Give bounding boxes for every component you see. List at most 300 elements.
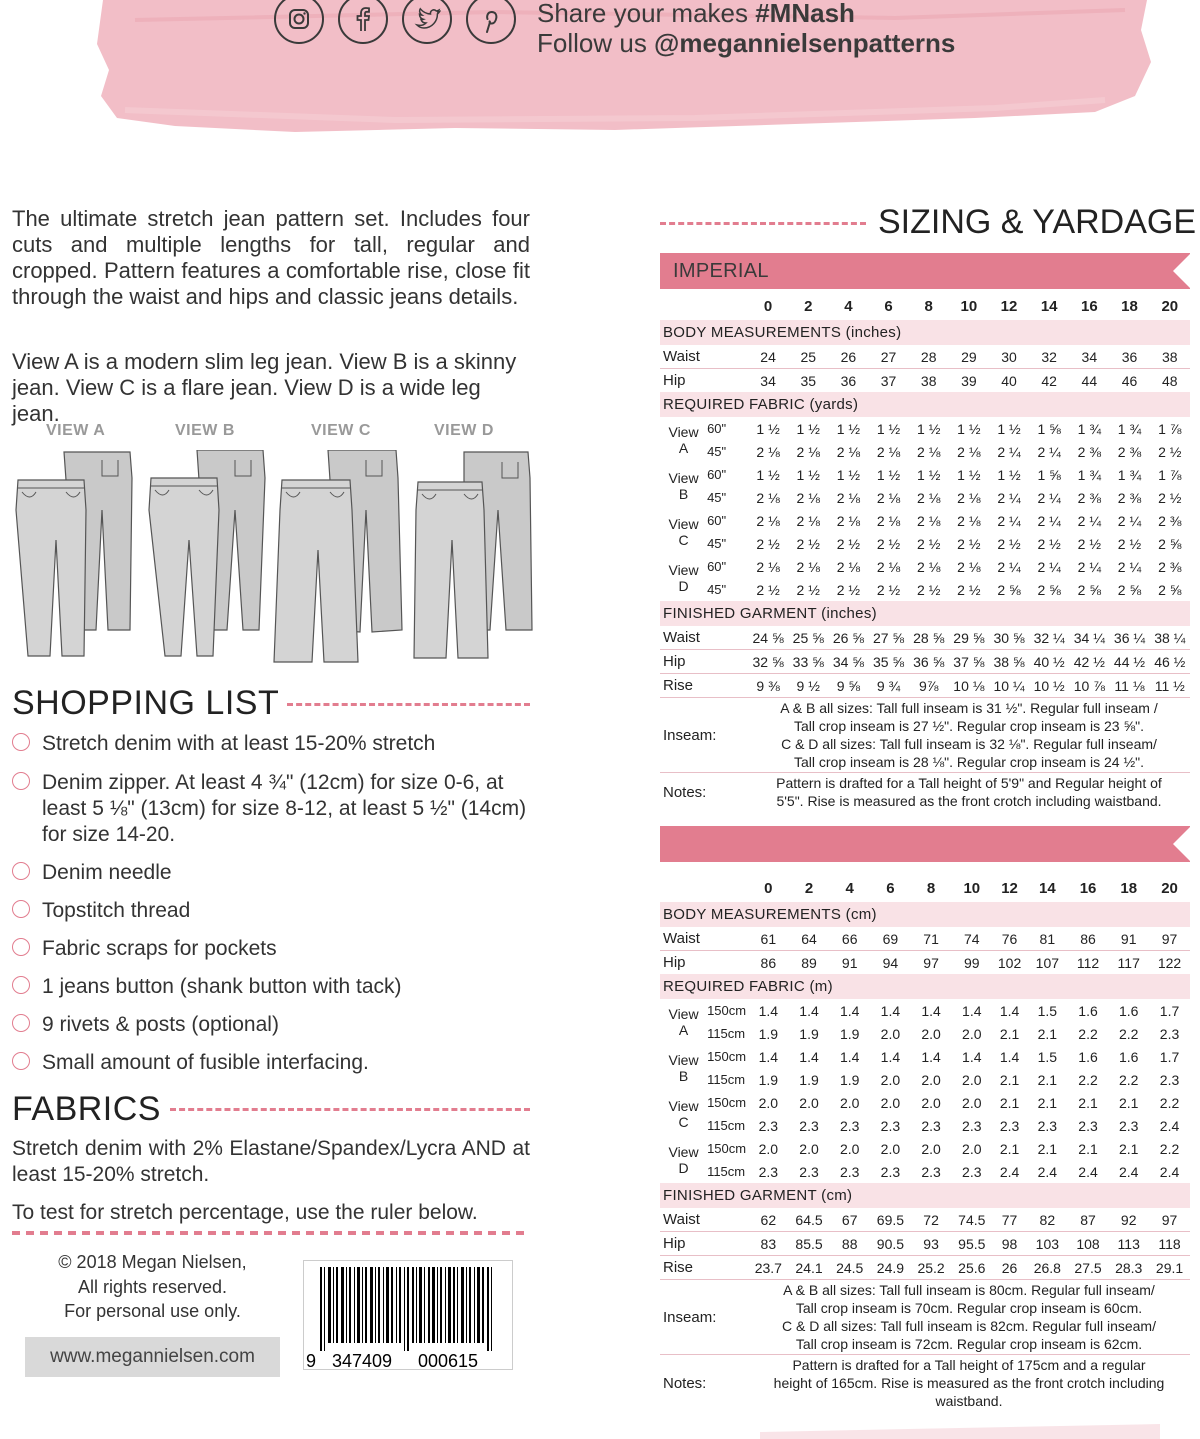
size-header: 12 (1001, 879, 1018, 897)
fabric-row-a-narrow: 115cm 1.9 1.9 1.9 2.0 2.0 2.0 2.1 2.1 2.2 2.2 2.3 (660, 1022, 1190, 1045)
shopping-item: Small amount of fusible interfacing. (12, 1050, 532, 1076)
size-header: 8 (924, 297, 933, 315)
table-cell: 89 (789, 951, 830, 975)
table-cell: 74.5 (958, 1211, 986, 1228)
shopping-title-divider (287, 703, 530, 706)
imperial-sizing-table (660, 292, 1190, 811)
table-cell: 90.5 (870, 1232, 911, 1256)
table-cell: 2.2 (1078, 1025, 1098, 1042)
table-cell: 46 (1109, 369, 1149, 393)
table-cell: 9 ¾ (868, 674, 908, 698)
size-header: 10 (963, 879, 981, 897)
table-cell: 2.0 (921, 1094, 941, 1111)
table-cell: 2 ⅛ (957, 558, 981, 575)
table-cell: 1.4 (999, 1002, 1020, 1019)
table-cell: 28.3 (1108, 1256, 1149, 1280)
table-cell: 2 ¼ (997, 512, 1021, 529)
finished-hip-row: Hip 32 ⅝ 33 ⅝ 34 ⅝ 35 ⅝ 36 ⅝ 37 ⅝ 38 ⅝ 40 ½ 42 ½ 44 ½ 46 ½ (660, 650, 1190, 674)
table-cell: 1.6 (1118, 1048, 1139, 1065)
table-cell: 2.3 (758, 1163, 779, 1180)
table-cell: 2 ½ (836, 581, 861, 598)
table-cell: 2.0 (921, 1025, 941, 1042)
stretch-ruler (12, 1231, 530, 1235)
table-cell: 42 (1029, 369, 1069, 393)
table-cell: 1.4 (880, 1002, 901, 1019)
table-cell: 2 ½ (876, 535, 901, 552)
table-cell: 94 (870, 951, 911, 975)
table-cell: 2.1 (1118, 1140, 1139, 1157)
table-cell: 97 (911, 951, 952, 975)
table-cell: 9⅞ (909, 674, 949, 698)
table-cell: 2.3 (921, 1163, 941, 1180)
fabric-row-b-narrow: 115cm 1.9 1.9 1.9 2.0 2.0 2.0 2.1 2.1 2.2 2.2 2.3 (660, 1068, 1190, 1091)
table-cell: 112 (1068, 951, 1109, 975)
view-b-label: VIEW B (175, 422, 235, 439)
table-cell: 2 ¼ (1117, 558, 1142, 575)
table-cell: 2.1 (1037, 1140, 1058, 1157)
table-cell: 1 ¾ (1077, 420, 1101, 437)
fabric-row-d: View D 60" 2 ⅛ 2 ⅛ 2 ⅛ 2 ⅛ 2 ⅛ 2 ⅛ 2 ¼ 2 ¼ 2 ¼ 2 ¼ 2 ⅜ (660, 555, 1190, 578)
table-cell: 2.1 (999, 1025, 1020, 1042)
table-cell: 1 ½ (796, 420, 820, 437)
table-cell: 2 ⅛ (876, 489, 901, 506)
fabric-row-a: View A 150cm 1.4 1.4 1.4 1.4 1.4 1.4 1.4 1.5 1.6 1.6 1.7 (660, 999, 1190, 1022)
table-cell: 95.5 (951, 1232, 992, 1256)
checkbox-circle-icon[interactable] (12, 976, 30, 994)
finished-rise-row: Rise 9 ⅜ 9 ½ 9 ⅝ 9 ¾ 9⅞ 10 ⅛ 10 ¼ 10 ½ 10 ⅞ 11 ⅛ 11 ½ (660, 674, 1190, 698)
table-cell: 27.5 (1068, 1256, 1109, 1280)
table-cell: 2 ½ (796, 581, 820, 598)
table-cell: 1 ⅞ (1158, 420, 1182, 437)
table-cell: 2 ½ (917, 581, 941, 598)
size-header: 18 (1120, 879, 1138, 897)
table-cell: 1 ¾ (1117, 466, 1142, 483)
table-cell: 82 (1039, 1211, 1056, 1228)
table-cell: 2 ¼ (1037, 443, 1061, 460)
table-cell: 1.4 (839, 1002, 860, 1019)
table-cell: 24 (760, 348, 776, 365)
table-cell: 30 ⅝ (993, 629, 1025, 646)
size-header: 14 (1039, 879, 1056, 897)
body-waist-row: Waist 61 64 66 69 71 74 76 81 86 91 97 (660, 927, 1190, 951)
table-cell: 25 ⅝ (792, 629, 824, 646)
table-cell: 34 ¼ (1073, 629, 1105, 646)
size-header: 16 (1079, 879, 1097, 897)
table-cell: 64 (801, 930, 817, 947)
finished-rise-row: Rise 23.7 24.1 24.5 24.9 25.2 25.6 26 26.8 27.5 28.3 29.1 (660, 1256, 1190, 1280)
table-cell: 2.0 (921, 1140, 941, 1157)
table-cell: 2 ⅜ (1077, 489, 1101, 506)
table-cell: 2 ⅜ (1117, 489, 1142, 506)
table-cell: 46 ½ (1150, 650, 1190, 674)
table-cell: 2 ½ (1117, 535, 1142, 552)
table-cell: 2.3 (1078, 1117, 1098, 1134)
table-cell: 30 (1001, 348, 1017, 365)
finished-garment-header: FINISHED GARMENT (inches) (660, 601, 1190, 626)
table-cell: 40 (989, 369, 1029, 393)
table-cell: 2.0 (962, 1071, 982, 1088)
table-cell: 2 ⅜ (1117, 443, 1142, 460)
table-cell: 98 (992, 1232, 1027, 1256)
table-cell: 44 (1069, 369, 1109, 393)
table-cell: 2.1 (1037, 1025, 1058, 1042)
table-cell: 1.5 (1037, 1048, 1058, 1065)
metric-sizing-table (660, 874, 1190, 1411)
table-cell: 26 ⅝ (832, 629, 864, 646)
checkbox-circle-icon[interactable] (12, 1052, 30, 1070)
table-cell: 10 ⅞ (1069, 674, 1109, 698)
table-cell: 97 (1161, 1211, 1178, 1228)
table-cell: 2.1 (1118, 1094, 1139, 1111)
table-cell: 1.4 (880, 1048, 901, 1065)
body-hip-row: Hip 34 35 36 37 38 39 40 42 44 46 48 (660, 369, 1190, 393)
table-cell: 48 (1150, 369, 1190, 393)
table-cell: 38 ¼ (1154, 629, 1186, 646)
table-cell: 9 ⅜ (748, 674, 788, 698)
table-cell: 2.3 (758, 1117, 779, 1134)
imperial-label: IMPERIAL (673, 260, 769, 282)
table-cell: 36 (1121, 348, 1138, 365)
size-header: 6 (884, 297, 893, 315)
table-cell: 34 (748, 369, 788, 393)
table-cell: 2 ⅛ (756, 443, 780, 460)
table-cell: 2.0 (921, 1071, 941, 1088)
table-cell: 2.1 (1037, 1071, 1058, 1088)
table-cell: 1 ½ (756, 466, 780, 483)
table-cell: 2.0 (880, 1071, 901, 1088)
table-cell: 2 ⅛ (796, 489, 820, 506)
finished-hip-row: Hip 83 85.5 88 90.5 93 95.5 98 103 108 113 118 (660, 1232, 1190, 1256)
required-fabric-header: REQUIRED FABRIC (yards) (660, 392, 1190, 417)
notes-row: Notes: Pattern is drafted for a Tall height of 175cm and a regular height of 165cm. Rise is measured as the front crotch including waistband. (660, 1355, 1190, 1412)
table-cell: 2 ⅛ (917, 558, 941, 575)
view-c-label: VIEW C (311, 422, 371, 439)
table-cell: 2.0 (758, 1094, 779, 1111)
table-cell: 2.4 (999, 1163, 1020, 1180)
table-cell: 2 ¼ (1037, 489, 1061, 506)
body-hip-row: Hip 86 89 91 94 97 99 102 107 112 117 122 (660, 951, 1190, 975)
table-cell: 38 (1161, 348, 1178, 365)
size-header: 6 (886, 879, 895, 897)
table-cell: 2.4 (1159, 1117, 1180, 1134)
table-cell: 2.0 (839, 1094, 860, 1111)
fabric-row-d-narrow: 45" 2 ½ 2 ½ 2 ½ 2 ½ 2 ½ 2 ½ 2 ⅝ 2 ⅝ 2 ⅝ 2 ⅝ 2 ⅝ (660, 578, 1190, 601)
checkbox-circle-icon[interactable] (12, 900, 30, 918)
size-header: 12 (1000, 297, 1018, 315)
table-cell: 2 ⅛ (957, 443, 981, 460)
table-cell: 2.4 (1118, 1163, 1139, 1180)
table-cell: 2.2 (1118, 1071, 1139, 1088)
view-b-jeans-illustration (147, 450, 267, 660)
table-cell: 71 (923, 930, 939, 947)
view-d-label: VIEW D (434, 422, 494, 439)
table-cell: 25.6 (951, 1256, 992, 1280)
table-cell: 2.0 (758, 1140, 779, 1157)
table-cell: 34 (1081, 348, 1098, 365)
shopping-item: Denim needle (12, 860, 532, 886)
table-cell: 10 ⅛ (949, 674, 989, 698)
table-cell: 1 ½ (876, 420, 901, 437)
table-cell: 2.3 (799, 1117, 819, 1134)
table-cell: 103 (1027, 1232, 1068, 1256)
checkbox-circle-icon[interactable] (12, 938, 30, 956)
table-cell: 113 (1108, 1232, 1149, 1256)
view-c-jeans-illustration (272, 450, 404, 665)
table-cell: 2 ⅜ (1158, 558, 1182, 575)
table-cell: 72 (923, 1211, 939, 1228)
table-cell: 2.3 (799, 1163, 819, 1180)
body-waist-row: Waist 24 25 26 27 28 29 30 32 34 36 38 (660, 345, 1190, 369)
table-cell: 39 (949, 369, 989, 393)
table-cell: 2.1 (999, 1140, 1020, 1157)
table-cell: 2 ⅛ (756, 489, 780, 506)
table-cell: 2.1 (1078, 1094, 1098, 1111)
table-cell: 24.1 (789, 1256, 830, 1280)
table-cell: 77 (1001, 1211, 1018, 1228)
hashtag[interactable]: #MNash (755, 0, 855, 28)
table-cell: 1.4 (921, 1002, 941, 1019)
table-cell: 2 ¼ (1037, 558, 1061, 575)
table-cell: 1 ⅝ (1037, 420, 1061, 437)
table-cell: 81 (1039, 930, 1056, 947)
table-cell: 93 (911, 1232, 952, 1256)
table-cell: 2 ¼ (1077, 558, 1101, 575)
size-header: 4 (845, 879, 854, 897)
table-cell: 2 ⅛ (756, 512, 780, 529)
table-cell: 1 ½ (756, 420, 780, 437)
size-header: 16 (1080, 297, 1098, 315)
checkbox-circle-icon[interactable] (12, 733, 30, 751)
table-cell: 2.3 (839, 1163, 860, 1180)
table-cell: 2.1 (999, 1071, 1020, 1088)
table-cell: 1.9 (758, 1071, 779, 1088)
table-cell: 2.3 (1159, 1071, 1180, 1088)
table-cell: 37 ⅝ (949, 650, 989, 674)
table-cell: 2.0 (962, 1140, 982, 1157)
table-cell: 29 (961, 348, 977, 365)
shopping-item: 9 rivets & posts (optional) (12, 1012, 532, 1038)
table-cell: 102 (992, 951, 1027, 975)
shopping-list-title: SHOPPING LIST (12, 684, 280, 722)
inseam-row: Inseam: A & B all sizes: Tall full inseam is 31 ½". Regular full inseam / Tall crop inseam is 27 ½". Regular crop inseam is 23 ⅝". C & D all sizes: Tall full inseam is 32 ⅛". Regular full inseam/ Tall crop inseam is 28 ⅛". Regular crop inseam is 24 ½". (660, 698, 1190, 773)
checkbox-circle-icon[interactable] (12, 772, 30, 790)
table-cell: 2 ½ (756, 535, 780, 552)
table-cell: 2 ½ (796, 535, 820, 552)
table-cell: 2 ⅝ (1158, 581, 1182, 598)
table-cell: 40 ½ (1029, 650, 1069, 674)
table-cell: 2 ½ (957, 581, 981, 598)
table-cell: 2.3 (1037, 1117, 1058, 1134)
table-cell: 2 ⅝ (1158, 535, 1182, 552)
table-cell: 91 (829, 951, 870, 975)
table-cell: 2 ⅛ (796, 443, 820, 460)
checkbox-circle-icon[interactable] (12, 1014, 30, 1032)
table-cell: 2 ⅝ (1117, 581, 1142, 598)
fabric-row-a-narrow: 45" 2 ⅛ 2 ⅛ 2 ⅛ 2 ⅛ 2 ⅛ 2 ⅛ 2 ¼ 2 ¼ 2 ⅜ 2 ⅜ 2 ½ (660, 440, 1190, 463)
table-cell: 2.3 (999, 1117, 1020, 1134)
table-cell: 2 ⅛ (876, 512, 901, 529)
table-cell: 2 ⅛ (917, 489, 941, 506)
rights-text: All rights reserved. (77, 1277, 228, 1297)
table-cell: 32 ⅝ (748, 650, 788, 674)
share-text: Share your makes #MNash (537, 0, 855, 28)
table-cell: 2 ½ (836, 535, 861, 552)
instagram-handle[interactable]: @megannielsenpatterns (654, 28, 956, 58)
table-cell: 1 ½ (836, 420, 861, 437)
table-cell: 1.9 (839, 1025, 860, 1042)
table-cell: 24.9 (870, 1256, 911, 1280)
table-cell: 29 ⅝ (953, 629, 985, 646)
table-cell: 87 (1080, 1211, 1096, 1228)
table-cell: 1 ½ (997, 466, 1021, 483)
table-cell: 2 ¼ (1077, 512, 1101, 529)
table-cell: 25 (800, 348, 817, 365)
fabrics-title: FABRICS (12, 1090, 161, 1128)
barcode-digits-right: 000615 (418, 1351, 479, 1371)
table-cell: 24 ⅝ (752, 629, 784, 646)
metric-ribbon (660, 826, 1190, 862)
table-cell: 2 ⅛ (756, 558, 780, 575)
table-cell: 2 ½ (1037, 535, 1061, 552)
table-cell: 2 ½ (876, 581, 901, 598)
table-cell: 2.0 (880, 1025, 901, 1042)
table-cell: 107 (1027, 951, 1068, 975)
table-cell: 97 (1161, 930, 1178, 947)
table-cell: 2 ⅝ (1077, 581, 1101, 598)
table-cell: 2.4 (1159, 1163, 1180, 1180)
table-cell: 67 (841, 1211, 858, 1228)
table-cell: 36 (828, 369, 868, 393)
table-cell: 2 ⅛ (957, 489, 981, 506)
table-cell: 1.4 (921, 1048, 941, 1065)
table-cell: 69 (882, 930, 899, 947)
table-cell: 2 ⅝ (1037, 581, 1061, 598)
copyright-text: © 2018 Megan Nielsen, (58, 1252, 247, 1272)
table-cell: 37 (868, 369, 908, 393)
table-cell: 42 ½ (1069, 650, 1109, 674)
table-cell: 1.9 (758, 1025, 779, 1042)
table-cell: 99 (951, 951, 992, 975)
table-cell: 1 ¾ (1077, 466, 1101, 483)
body-measurements-header: BODY MEASUREMENTS (inches) (660, 320, 1190, 345)
table-cell: 74 (963, 930, 980, 947)
table-cell: 118 (1149, 1232, 1190, 1256)
table-cell: 86 (748, 951, 789, 975)
size-header: 0 (764, 879, 773, 897)
table-cell: 2 ¼ (997, 489, 1021, 506)
table-cell: 2.3 (839, 1117, 860, 1134)
table-cell: 26 (840, 348, 857, 365)
inseam-row: Inseam: A & B all sizes: Tall full inseam is 80cm. Regular full inseam/ Tall crop inseam is 70cm. Regular crop inseam is 60cm. C & D all sizes: Tall full inseam is 82cm. Regular full inseam/ Tall crop inseam is 72cm. Regular crop inseam is 62cm. (660, 1280, 1190, 1355)
table-cell: 1 ½ (917, 420, 941, 437)
table-cell: 26 (992, 1256, 1027, 1280)
checkbox-circle-icon[interactable] (12, 862, 30, 880)
table-cell: 2.0 (799, 1140, 819, 1157)
table-cell: 2 ⅜ (1158, 512, 1182, 529)
shopping-item: Fabric scraps for pockets (12, 936, 532, 962)
size-header: 8 (926, 879, 936, 897)
table-cell: 2.4 (1037, 1163, 1058, 1180)
table-cell: 1.5 (1037, 1002, 1058, 1019)
fabric-row-d: View D 150cm 2.0 2.0 2.0 2.0 2.0 2.0 2.1 2.1 2.1 2.1 2.2 (660, 1137, 1190, 1160)
table-cell: 2.3 (880, 1117, 901, 1134)
table-cell: 2 ½ (1077, 535, 1101, 552)
table-cell: 1.9 (799, 1071, 819, 1088)
table-cell: 28 (920, 348, 937, 365)
table-cell: 1 ¾ (1117, 420, 1142, 437)
fabric-row-b: View B 150cm 1.4 1.4 1.4 1.4 1.4 1.4 1.4 1.5 1.6 1.6 1.7 (660, 1045, 1190, 1068)
table-cell: 61 (760, 930, 777, 947)
table-cell: 1.4 (799, 1002, 819, 1019)
view-a-jeans-illustration (14, 450, 134, 660)
table-cell: 2 ⅛ (796, 558, 820, 575)
fabric-row-c: View C 60" 2 ⅛ 2 ⅛ 2 ⅛ 2 ⅛ 2 ⅛ 2 ⅛ 2 ¼ 2 ¼ 2 ¼ 2 ¼ 2 ⅜ (660, 509, 1190, 532)
personal-use-text: For personal use only. (64, 1301, 241, 1321)
size-header: 0 (763, 297, 773, 315)
shopping-item: Stretch denim with at least 15-20% stretch (12, 731, 532, 757)
table-cell: 32 ¼ (1033, 629, 1065, 646)
table-cell: 1 ⅝ (1037, 466, 1061, 483)
table-cell: 38 (909, 369, 949, 393)
finished-garment-header: FINISHED GARMENT (cm) (660, 1183, 1190, 1208)
table-cell: 29.1 (1149, 1256, 1190, 1280)
table-cell: 2 ⅛ (836, 512, 861, 529)
table-cell: 34 ⅝ (828, 650, 868, 674)
shopping-item: Topstitch thread (12, 898, 532, 924)
table-cell: 2 ½ (756, 581, 780, 598)
table-cell: 28 ⅝ (913, 629, 945, 646)
table-cell: 1 ½ (957, 420, 981, 437)
table-cell: 92 (1120, 1211, 1137, 1228)
size-header: 2 (804, 297, 813, 315)
table-cell: 2 ⅛ (917, 443, 941, 460)
table-cell: 1.4 (799, 1048, 819, 1065)
fabric-row-c: View C 150cm 2.0 2.0 2.0 2.0 2.0 2.0 2.1 2.1 2.1 2.1 2.2 (660, 1091, 1190, 1114)
size-header: 20 (1161, 879, 1178, 897)
fabrics-description: Stretch denim with 2% Elastane/Spandex/Lycra AND at least 15-20% stretch. (12, 1137, 530, 1186)
table-cell: 2 ⅛ (836, 443, 861, 460)
table-cell: 24.5 (829, 1256, 870, 1280)
table-cell: 2 ⅜ (1077, 443, 1101, 460)
table-cell: 64.5 (795, 1211, 823, 1228)
table-cell: 2 ¼ (1117, 512, 1142, 529)
table-cell: 2.2 (1159, 1094, 1180, 1111)
size-header-row (660, 292, 1190, 320)
follow-text: Follow us @megannielsenpatterns (537, 28, 956, 58)
notes-row: Notes: Pattern is drafted for a Tall height of 5'9" and Regular height of 5'5". Rise is measured as the front crotch including waistband. (660, 773, 1190, 812)
fabric-row-d-narrow: 115cm 2.3 2.3 2.3 2.3 2.3 2.3 2.4 2.4 2.4 2.4 2.4 (660, 1160, 1190, 1183)
table-cell: 2 ⅛ (876, 558, 901, 575)
table-cell: 27 ⅝ (872, 629, 905, 646)
table-cell: 2.1 (999, 1094, 1020, 1111)
fabric-row-b: View B 60" 1 ½ 1 ½ 1 ½ 1 ½ 1 ½ 1 ½ 1 ½ 1 ⅝ 1 ¾ 1 ¾ 1 ⅞ (660, 463, 1190, 486)
table-cell: 122 (1149, 951, 1190, 975)
table-cell: 1.4 (962, 1048, 982, 1065)
table-cell: 2.3 (962, 1117, 982, 1134)
fabric-row-c-narrow: 115cm 2.3 2.3 2.3 2.3 2.3 2.3 2.3 2.3 2.3 2.3 2.4 (660, 1114, 1190, 1137)
website-link[interactable]: www.megannielsen.com (25, 1337, 280, 1377)
required-fabric-header: REQUIRED FABRIC (m) (660, 974, 1190, 999)
table-cell: 1.6 (1118, 1002, 1139, 1019)
table-cell: 36 ¼ (1113, 629, 1146, 646)
table-cell: 2.0 (962, 1025, 982, 1042)
table-cell: 26.8 (1027, 1256, 1068, 1280)
fabric-row-a: View A 60" 1 ½ 1 ½ 1 ½ 1 ½ 1 ½ 1 ½ 1 ½ 1 ⅝ 1 ¾ 1 ¾ 1 ⅞ (660, 417, 1190, 440)
table-cell: 69.5 (876, 1211, 905, 1228)
table-cell: 2.0 (880, 1140, 901, 1157)
table-cell: 1.7 (1159, 1002, 1180, 1019)
fabrics-title-divider (170, 1108, 530, 1111)
